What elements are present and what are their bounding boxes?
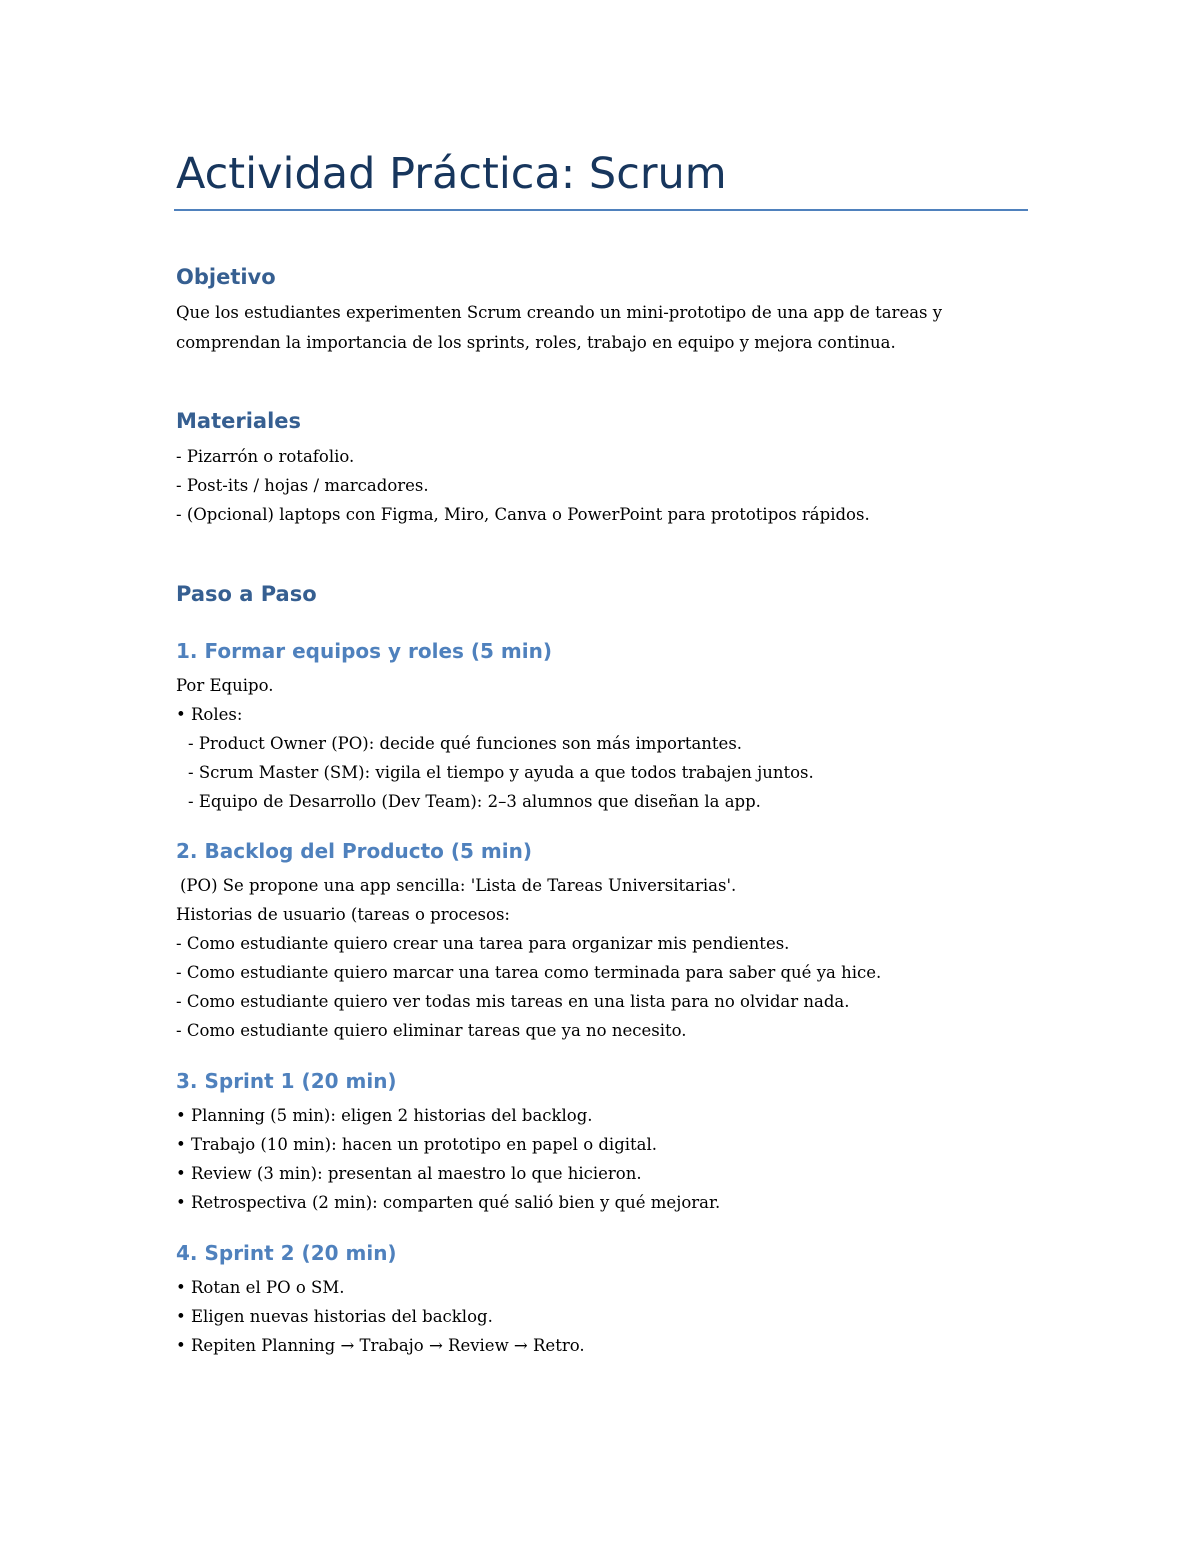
step-2-story: - Como estudiante quiero eliminar tareas que ya no necesito. — [176, 1021, 687, 1040]
step-3-line: • Planning (5 min): eligen 2 historias del backlog. — [176, 1106, 593, 1125]
heading-paso-a-paso: Paso a Paso — [176, 582, 317, 606]
step-3-line: • Retrospectiva (2 min): comparten qué salió bien y qué mejorar. — [176, 1193, 721, 1212]
step-3-line: • Review (3 min): presentan al maestro lo que hicieron. — [176, 1164, 642, 1183]
heading-objetivo: Objetivo — [176, 265, 276, 289]
step-4-line: • Eligen nuevas historias del backlog. — [176, 1307, 493, 1326]
step-1-role: - Product Owner (PO): decide qué funciones son más importantes. — [188, 734, 743, 753]
step-2-line: Historias de usuario (tareas o procesos: — [176, 905, 510, 924]
heading-materiales: Materiales — [176, 409, 302, 433]
step-2-story: - Como estudiante quiero crear una tarea para organizar mis pendientes. — [176, 934, 790, 953]
objetivo-line: comprendan la importancia de los sprints, roles, trabajo en equipo y mejora continua. — [176, 333, 896, 352]
step-4-line: • Rotan el PO o SM. — [176, 1278, 345, 1297]
step-2-story: - Como estudiante quiero ver todas mis tareas en una lista para no olvidar nada. — [176, 992, 850, 1011]
step-3-line: • Trabajo (10 min): hacen un prototipo en papel o digital. — [176, 1135, 658, 1154]
step-1-role: - Scrum Master (SM): vigila el tiempo y ayuda a que todos trabajen juntos. — [188, 763, 814, 782]
step-4-line: • Repiten Planning → Trabajo → Review → Retro. — [176, 1336, 585, 1355]
objetivo-line: Que los estudiantes experimenten Scrum creando un mini-prototipo de una app de tareas y — [176, 303, 943, 322]
step-4-heading: 4. Sprint 2 (20 min) — [176, 1241, 397, 1265]
materiales-item: - Pizarrón o rotafolio. — [176, 447, 355, 466]
document-title: Actividad Práctica: Scrum — [176, 149, 727, 199]
title-underline — [174, 209, 1028, 211]
step-1-role: - Equipo de Desarrollo (Dev Team): 2–3 alumnos que diseñan la app. — [188, 792, 761, 811]
step-1-heading: 1. Formar equipos y roles (5 min) — [176, 639, 552, 663]
step-2-line: (PO) Se propone una app sencilla: 'Lista de Tareas Universitarias'. — [180, 876, 737, 895]
step-2-story: - Como estudiante quiero marcar una tarea como terminada para saber qué ya hice. — [176, 963, 882, 982]
materiales-item: - (Opcional) laptops con Figma, Miro, Canva o PowerPoint para prototipos rápidos. — [176, 505, 870, 524]
step-2-heading: 2. Backlog del Producto (5 min) — [176, 839, 532, 863]
step-1-line: Por Equipo. — [176, 676, 274, 695]
materiales-item: - Post-its / hojas / marcadores. — [176, 476, 429, 495]
step-3-heading: 3. Sprint 1 (20 min) — [176, 1069, 397, 1093]
step-1-line: • Roles: — [176, 705, 243, 724]
